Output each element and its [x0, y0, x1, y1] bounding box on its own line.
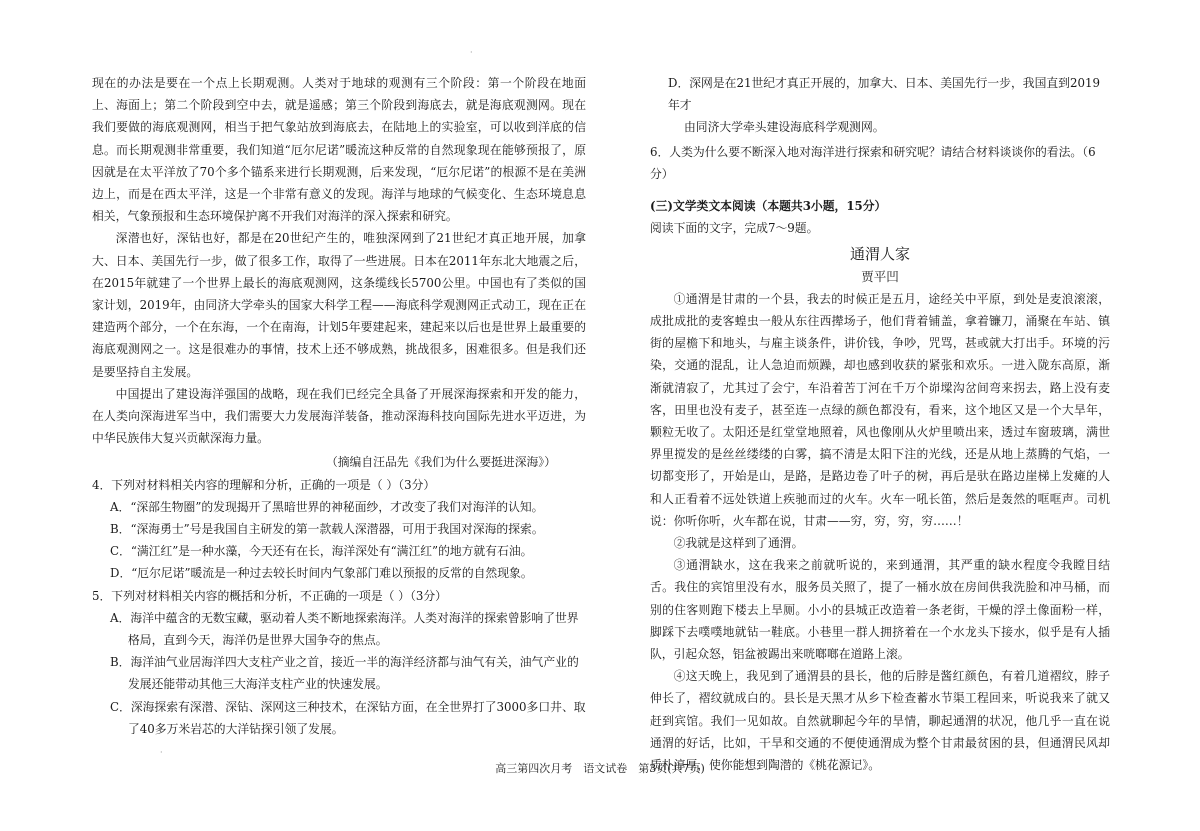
question-5-option-a: A．海洋中蕴含的无数宝藏，驱动着人类不断地探索海洋。人类对海洋的探索曾影响了世界格局，直到今天，海洋仍是世界大国争夺的焦点。 [110, 610, 579, 648]
question-5-stem: 5．下列对材料相关内容的概括和分析，不正确的一项是（ ）（3分） [92, 588, 447, 603]
story-paragraph: ②我就是这样到了通渭。 [673, 536, 804, 551]
scan-mark: · [160, 748, 163, 757]
article-paragraph: 深潜也好，深钻也好，都是在20世纪产生的，唯独深网到了21世纪才真正地开展，加拿大、日本、美国先行一步，做了很多工作，取得了一些进展。日本在2011年东北大地震之后，在2015年就建了一个世界上最长的海底观测网，这条缆线长5700公里。中国也有了类似的国家计划，2019年，由同济大学牵头的国家大科学工程——海底科学观测网正式动工，现在正在建造两个部分，一个在东海，一个在南海，计划5年要建起来，建起来以后也是世界上最重要的海底观测网之一。这是很难办的事情，技术上还不够成熟，挑战很多，困难很多。但是我们还是要坚持自主发展。 [92, 231, 586, 379]
section-heading: (三)文学类文本阅读（本题共3小题，15分） [650, 199, 887, 214]
story-author: 贾平凹 [861, 268, 899, 284]
reading-instruction: 阅读下面的文字，完成7～9题。 [650, 221, 819, 236]
question-4-option-d: D．“厄尔尼诺”暖流是一种过去较长时间内气象部门难以预报的反常的自然现象。 [110, 566, 533, 581]
story-title: 通渭人家 [849, 245, 910, 264]
question-5-option-d-line2: 由同济大学牵头建设海底科学观测网。 [684, 120, 885, 135]
article-source: （摘编自汪品先《我们为什么要挺进深海》） [325, 455, 556, 470]
scan-mark: · [470, 48, 473, 57]
article-paragraph: 现在的办法是要在一个点上长期观测。人类对于地球的观测有三个阶段：第一个阶段在地面上、海面上；第二个阶段到空中去，就是遥感；第三个阶段到海底去，就是海底观测网。现在我们要做的海底观测网，相当于把气象站放到海底去，在陆地上的实验室，可以收到洋底的信息。而长期观测非常重要，我们知道“厄尔尼诺”暖流这种反常的自然现象现在能够预报了，原因就是在太平洋放了70个多个锚系来进行长期观测，后来发现，“厄尔尼诺”的根源不是在美洲边上，而是在西太平洋，这是一个非常有意义的发现。海洋与地球的气候变化、生态环境息息相关，气象预报和生态环境保护离不开我们对海洋的深入探索和研究。 [92, 76, 586, 224]
left-column [92, 72, 586, 740]
question-5-option-d [650, 72, 1110, 139]
page-footer: 高三第四次月考 语文试卷 第3页(共7页) [495, 762, 705, 775]
question-4-stem: 4．下列对材料相关内容的理解和分析，正确的一项是（ ）（3分） [92, 477, 436, 492]
question-5-option-c: C．深海探索有深潜、深钻、深网这三种技术，在深钻方面，在全世界打了3000多口井、取了40多万米岩芯的大洋钻探引领了发展。 [110, 699, 586, 736]
story-paragraph: ①通渭是甘肃的一个县，我去的时候正是五月，途经关中平原，到处是麦浪滚滚，成批成批的麦客蝗虫一般从东往西撵场子，他们背着铺盖，拿着镰刀，涌聚在车站、镇街的屋檐下和地头，与雇主谈条件，讲价钱，争吵，咒骂，甚或就大打出手。环境的污染，交通的混乱，让人急迫而烦躁，却也感到收获的紧张和欢乐。一进入陇东高原，渐渐就清寂了，尤其过了会宁，车沿着苦丁河在千万个峁墚沟岔间弯来拐去，路上没有麦客，田里也没有麦子，甚至连一点绿的颜色都没有，看来，这个地区又是一个大旱年，颗粒无收了。太阳还是红堂堂地照着，风也像刚从火炉里喷出来，透过车窗玻璃，满世界里搅发的是丝丝缕缕的白雾，搞不清是太阳下注的光线，还是从地上蒸腾的气焰，一切都变形了，开始是山，是路，是路边卷了叶子的树，再后是驮在路边崖梯上发瘫的人和人正看着不远处铁道上疾驰而过的火车。火车一吼长笛，然后是轰然的哐哐声。司机说：你听你听，火车都在说，甘肃——穷，穷，穷，穷……！ [650, 291, 1110, 528]
story-body [650, 288, 1110, 776]
right-column [650, 72, 1110, 776]
question-6: 6．人类为什么要不断深入地对海洋进行探索和研究呢？请结合材料谈谈你的看法。（6分） [650, 144, 1096, 181]
question-5-option-d-line1: D．深网是在21世纪才真正开展的，加拿大、日本、美国先行一步，我国直到2019年才 [668, 76, 1100, 113]
question-4-option-a: A．“深部生物圈”的发现揭开了黑暗世界的神秘面纱，才改变了我们对海洋的认知。 [110, 499, 544, 514]
story-paragraph: ③通渭缺水，这在我来之前就听说的，来到通渭，其严重的缺水程度令我瞠目结舌。我住的宾馆里没有水，服务员关照了，提了一桶水放在房间供我洗脸和冲马桶，而别的住客则跑下楼去上旱厕。小小的县城正改造着一条老街，干燥的浮土像面粉一样，脚踩下去噗噗地就钻一鞋底。小巷里一群人拥挤着在一个水龙头下接水，似乎是有人插队，引起众怒，铝盆被踢出来咣啷啷在道路上滚。 [650, 558, 1110, 662]
article-paragraph: 中国提出了建设海洋强国的战略，现在我们已经完全具备了开展深海探索和开发的能力，在人类向深海进军当中，我们需要大力发展海洋装备，推动深海科技向国际先进水平迈进，为中华民族伟大复兴贡献深海力量。 [92, 386, 586, 446]
question-5-option-b: B．海洋油气业居海洋四大支柱产业之首，接近一半的海洋经济都与油气有关，油气产业的发展还能带动其他三大海洋支柱产业的快速发展。 [110, 655, 579, 692]
question-4-option-c: C．“满江红”是一种水藻，今天还有在长，海洋深处有“满江红”的地方就有石油。 [110, 544, 533, 559]
story-paragraph: ④这天晚上，我见到了通渭县的县长，他的后脖是酱红颜色，有着几道褶纹，脖子伸长了，褶纹就成白的。县长是天黑才从乡下检查蓄水节渠工程回来，听说我来了就又赶到宾馆。我们一见如故。自然就聊起今年的旱情，聊起通渭的状况，他几乎一直在说通渭的好话，比如，干旱和交通的不便使通渭成为整个甘肃最贫困的县，但通渭民风却质朴淳厚，使你能想到陶潜的《桃花源记》。 [650, 669, 1110, 773]
question-4-option-b: B．“深海勇士”号是我国自主研发的第一款载人深潜器，可用于我国对深海的探索。 [110, 522, 544, 537]
